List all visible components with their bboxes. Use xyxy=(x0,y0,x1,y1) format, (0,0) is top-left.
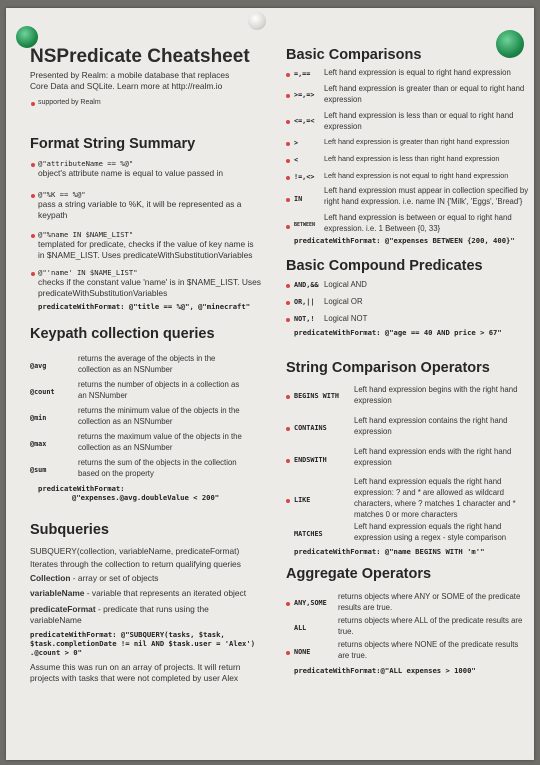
bullet-icon xyxy=(31,163,35,167)
compound-key-3: NOT,! xyxy=(294,315,315,323)
basic-key-1: =,== xyxy=(294,70,311,78)
format-code-3: @"%name IN $NAME_LIST" xyxy=(38,230,134,239)
bullet-icon xyxy=(286,602,290,606)
bullet-icon xyxy=(31,234,35,238)
keypath-desc-avg-2: collection as an NSNumber xyxy=(78,365,173,374)
aggregate-desc-1a: returns objects where ANY or SOME of the predicate xyxy=(338,592,521,601)
bullet-icon xyxy=(286,459,290,463)
format-code-4: @"'name' IN $NAME_LIST" xyxy=(38,268,138,277)
string-desc-2a: Left hand expression contains the right hand xyxy=(354,416,508,425)
string-heading: String Comparison Operators xyxy=(286,360,490,376)
cheatsheet-paper xyxy=(6,8,534,760)
subqueries-heading: Subqueries xyxy=(30,522,109,538)
page-title: NSPredicate Cheatsheet xyxy=(30,46,250,67)
variable-text: - variable that represents an iterated object xyxy=(84,588,247,598)
subqueries-example-2: $task.completionDate != nil AND $task.user = 'Alex') xyxy=(30,639,256,648)
collection-text: - array or set of objects xyxy=(70,573,159,583)
predicate-text: - predicate that runs using the xyxy=(97,604,209,614)
green-pushpin-icon xyxy=(16,26,38,48)
format-heading: Format String Summary xyxy=(30,136,196,152)
basic-desc-4: Left hand expression is greater than right hand expression xyxy=(324,137,510,146)
collection-label: Collection xyxy=(30,573,71,583)
string-desc-3b: expression xyxy=(354,458,392,467)
subqueries-note-2: projects with tasks that were not completed by user Alex xyxy=(30,673,239,683)
aggregate-key-2: ALL xyxy=(294,624,307,632)
compound-desc-3: Logical NOT xyxy=(324,314,368,323)
format-text-4b: predicateWithSubstitutionVariables xyxy=(38,288,168,298)
bullet-icon xyxy=(286,73,290,77)
compound-key-2: OR,|| xyxy=(294,298,315,306)
aggregate-desc-3b: are true. xyxy=(338,651,368,660)
bullet-icon xyxy=(31,272,35,276)
keypath-desc-min-2: collection as an NSNumber xyxy=(78,417,173,426)
bullet-icon xyxy=(286,395,290,399)
bullet-icon xyxy=(286,225,290,229)
subtitle-line-1: Presented by Realm: a mobile database that replaces xyxy=(30,70,230,80)
bullet-icon xyxy=(286,120,290,124)
aggregate-key-3: NONE xyxy=(294,648,311,656)
basic-key-3: <=,=< xyxy=(294,117,315,125)
keypath-key-max: @max xyxy=(30,440,47,448)
string-desc-4b: expression: ? and * are allowed as wildcard xyxy=(354,488,504,497)
string-desc-1a: Left hand expression begins with the right hand xyxy=(354,385,518,394)
keypath-desc-count-2: an NSNumber xyxy=(78,391,128,400)
compound-heading: Basic Compound Predicates xyxy=(286,258,483,274)
aggregate-example: predicateWithFormat:@"ALL expenses > 1000" xyxy=(294,666,476,675)
string-desc-2b: expression xyxy=(354,427,392,436)
basic-heading: Basic Comparisons xyxy=(286,47,422,63)
bullet-icon xyxy=(286,318,290,322)
bullet-icon xyxy=(286,142,290,146)
bullet-icon xyxy=(31,102,35,106)
subqueries-collection xyxy=(30,573,158,584)
compound-example: predicateWithFormat: @"age == 40 AND price > 67" xyxy=(294,328,502,337)
keypath-key-count: @count xyxy=(30,388,55,396)
string-key-4: LIKE xyxy=(294,496,311,504)
keypath-desc-avg-1: returns the average of the objects in the xyxy=(78,354,216,363)
basic-desc-7a: Left hand expression must appear in collection specified by xyxy=(324,186,529,195)
string-desc-5a: Left hand expression equals the right hand xyxy=(354,522,502,531)
keypath-desc-max-2: collection as an NSNumber xyxy=(78,443,173,452)
white-pushpin-icon xyxy=(248,12,266,30)
aggregate-desc-2a: returns objects where ALL of the predicate results are xyxy=(338,616,523,625)
format-text-4a: checks if the constant value 'name' is in $NAME_LIST. Uses xyxy=(38,277,261,287)
string-desc-3a: Left hand expression ends with the right hand xyxy=(354,447,512,456)
bullet-icon xyxy=(286,499,290,503)
string-desc-1b: expression xyxy=(354,396,392,405)
subqueries-syntax: SUBQUERY(collection, variableName, predicateFormat) xyxy=(30,546,240,556)
bullet-icon xyxy=(31,194,35,198)
format-text-2b: keypath xyxy=(38,210,68,220)
keypath-desc-min-1: returns the minimum value of the objects in the xyxy=(78,406,240,415)
string-key-5: MATCHES xyxy=(294,530,323,538)
format-code-2: @"%K == %@" xyxy=(38,190,86,199)
string-example: predicateWithFormat: @"name BEGINS WITH 'm'" xyxy=(294,547,485,556)
string-desc-4d: matches 0 or more characters xyxy=(354,510,458,519)
basic-desc-2a: Left hand expression is greater than or equal to right hand xyxy=(324,84,525,93)
subqueries-example-3: .@count > 0" xyxy=(30,648,82,657)
subqueries-predicate xyxy=(30,604,209,615)
basic-desc-2b: expression xyxy=(324,95,362,104)
basic-key-6: !=,<> xyxy=(294,173,315,181)
aggregate-desc-2b: true. xyxy=(338,627,354,636)
green-pushpin-icon xyxy=(496,30,524,58)
string-key-1: BEGINS WITH xyxy=(294,392,340,400)
predicate-label: predicateFormat xyxy=(30,604,96,614)
subtitle-line-2: Core Data and SQLite. Learn more at http://realm.io xyxy=(30,81,223,91)
format-text-1a: object's attribute name is equal to value passed in xyxy=(38,168,224,178)
keypath-desc-sum-2: based on the property xyxy=(78,469,154,478)
string-desc-4c: characters, where ? matches 1 character and * xyxy=(354,499,516,508)
keypath-example-2: @"expenses.@avg.doubleValue < 200" xyxy=(72,493,220,502)
aggregate-desc-3a: returns objects where NONE of the predicate results xyxy=(338,640,519,649)
format-text-2a: pass a string variable to %K, it will be represented as a xyxy=(38,199,242,209)
supported-by: supported by Realm xyxy=(38,99,101,106)
compound-key-1: AND,&& xyxy=(294,281,319,289)
subqueries-desc: Iterates through the collection to return qualifying queries xyxy=(30,559,241,569)
bullet-icon xyxy=(286,198,290,202)
format-code-1: @"attributeName == %@" xyxy=(38,159,134,168)
basic-key-5: < xyxy=(294,156,299,164)
bullet-icon xyxy=(286,651,290,655)
compound-desc-2: Logical OR xyxy=(324,297,363,306)
keypath-desc-max-1: returns the maximum value of the objects in the xyxy=(78,432,242,441)
string-desc-4a: Left hand expression equals the right hand xyxy=(354,477,502,486)
bullet-icon xyxy=(286,301,290,305)
basic-key-8: BETWEEN xyxy=(294,222,316,228)
bullet-icon xyxy=(286,427,290,431)
basic-desc-8b: expression. i.e. 1 Between {0, 33} xyxy=(324,224,441,233)
keypath-key-sum: @sum xyxy=(30,466,47,474)
basic-key-2: >=,=> xyxy=(294,91,315,99)
subqueries-variable xyxy=(30,588,246,599)
keypath-key-min: @min xyxy=(30,414,47,422)
basic-desc-8a: Left hand expression is between or equal to right hand xyxy=(324,213,512,222)
basic-example: predicateWithFormat: @"expenses BETWEEN {200, 400}" xyxy=(294,236,515,245)
subqueries-note-1: Assume this was run on an array of projects. It will return xyxy=(30,662,241,672)
subqueries-example-1: predicateWithFormat: @"SUBQUERY(tasks, $task, xyxy=(30,630,225,639)
predicate-text-2: variableName xyxy=(30,615,82,625)
bullet-icon xyxy=(286,176,290,180)
keypath-heading: Keypath collection queries xyxy=(30,326,215,342)
aggregate-key-1: ANY,SOME xyxy=(294,599,327,607)
basic-desc-7b: right hand expression. i.e. name IN {'Milk', 'Eggs', 'Bread'} xyxy=(324,197,523,206)
basic-desc-3a: Left hand expression is less than or equal to right hand xyxy=(324,111,514,120)
compound-desc-1: Logical AND xyxy=(324,280,367,289)
keypath-key-avg: @avg xyxy=(30,362,47,370)
basic-desc-3b: expression xyxy=(324,122,362,131)
aggregate-heading: Aggregate Operators xyxy=(286,566,432,582)
keypath-desc-count-1: returns the number of objects in a collection as xyxy=(78,380,240,389)
aggregate-desc-1b: results are true. xyxy=(338,603,393,612)
variable-label: variableName xyxy=(30,588,85,598)
format-text-3b: in $NAME_LIST. Uses predicateWithSubstitutionVariables xyxy=(38,250,253,260)
bullet-icon xyxy=(286,284,290,288)
bullet-icon xyxy=(286,94,290,98)
keypath-example-1: predicateWithFormat: xyxy=(38,484,125,493)
basic-key-4: > xyxy=(294,139,299,147)
format-example: predicateWithFormat: @"title == %@", @"minecraft" xyxy=(38,302,251,311)
format-text-3a: templated for predicate, checks if the value of key name is xyxy=(38,239,254,249)
string-key-3: ENDSWITH xyxy=(294,456,327,464)
basic-key-7: IN xyxy=(294,195,303,203)
basic-desc-5: Left hand expression is less than right hand expression xyxy=(324,154,500,163)
basic-desc-6: Left hand expression is not equal to right hand expression xyxy=(324,171,509,180)
bullet-icon xyxy=(286,159,290,163)
string-key-2: CONTAINS xyxy=(294,424,327,432)
string-desc-5b: expression using a regex - style comparison xyxy=(354,533,507,542)
keypath-desc-sum-1: returns the sum of the objects in the collection xyxy=(78,458,237,467)
basic-desc-1: Left hand expression is equal to right hand expression xyxy=(324,68,511,77)
